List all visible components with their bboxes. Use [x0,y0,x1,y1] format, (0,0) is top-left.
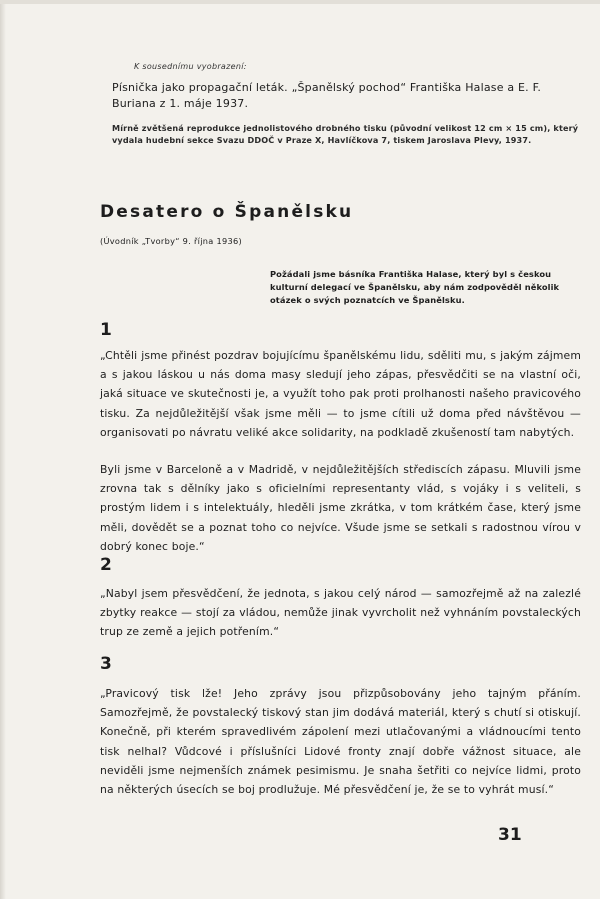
section-1-paragraph-2: Byli jsme v Barceloně a v Madridě, v nejdůležitějších střediscích zápasu. Mluvili jsme zrovna tak s dělníky jako s oficielními representanty vlád, s vojáky i s veliteli, s prostým lidem i s intelektuály, hleděli jsme zkrátka, v tom krátkém čase, který jsme měli, dovědět se a poznat toho co nejvíce. Všude jsme se setkali s radostnou vírou v dobrý konec boje.“ [100,463,581,553]
page-top-edge [0,0,600,4]
page-edge-shadow [0,0,6,899]
article-source: (Úvodník „Tvorby“ 9. října 1936) [100,236,243,246]
caption-label: K sousednímu vyobrazení: [134,62,247,71]
article-intro: Požádali jsme básníka Františka Halase, který byl s českou kulturní delegací ve Španělsku, aby nám zodpověděl několik otázek o svých poznatcích ve Španělsku. [270,269,560,305]
section-2-paragraph-1: „Nabyl jsem přesvědčení, že jednota, s jakou celý národ — samozřejmě až na zalezlé zbytky reakce — stojí za vládou, nemůže jinak vyvrcholit než vyhnáním povstaleckých trup ze země a jejich potřením.“ [100,587,581,639]
section-number-2: 2 [100,555,112,575]
section-3-paragraph-1: „Pravicový tisk lže! Jeho zprávy jsou přizpůsobovány jeho tajným přáním. Samozřejmě, že povstalecký tiskový stan jim dodává materiál, který s chutí si otiskují. Konečně, při kterém spravedlivém zápolení mezi utlačovanými a vládnoucími tento tisk nelhal? Vůdcové i příslušníci Lidové fronty znají dobře vážnost situace, ale neviděli jsme nejmenších známek pesimismu. Je snaha šetřiti co nejvíce lidmi, proto na některých úsecích se boj prodlužuje. Mé přesvědčení je, že se to vyhrát musí.“ [100,687,581,797]
caption-main-text: Písnička jako propagační leták. „Španělský pochod“ Františka Halase a E. F. Buriana z 1. máje 1937. [112,81,542,110]
page-number: 31 [498,825,522,845]
section-number-3: 3 [100,654,112,674]
article-title: Desatero o Španělsku [100,202,354,222]
section-1-paragraph-1: „Chtěli jsme přinést pozdrav bojujícímu španělskému lidu, sděliti mu, s jakým zájmem a s jakou láskou u nás doma masy sledují jeho zápas, přesvědčiti se na vlastní oči, jaká situace ve skutečnosti je, a využít toho pak proti prolhanosti našeho pravicového tisku. Za nejdůležitější však jsme měli — to jsme cítili už doma před návštěvou — organisovati po návratu veliké akce solidarity, na podkladě zkušeností tam nabytých. [100,349,581,439]
caption-sub-text: Mírně zvětšená reprodukce jednolistového drobného tisku (původní velikost 12 cm × 15 cm), který vydala hudební sekce Svazu DDOČ v Praze X, Havlíčkova 7, tiskem Jaroslava Plevy, 1937. [112,123,579,145]
section-number-1: 1 [100,320,112,340]
